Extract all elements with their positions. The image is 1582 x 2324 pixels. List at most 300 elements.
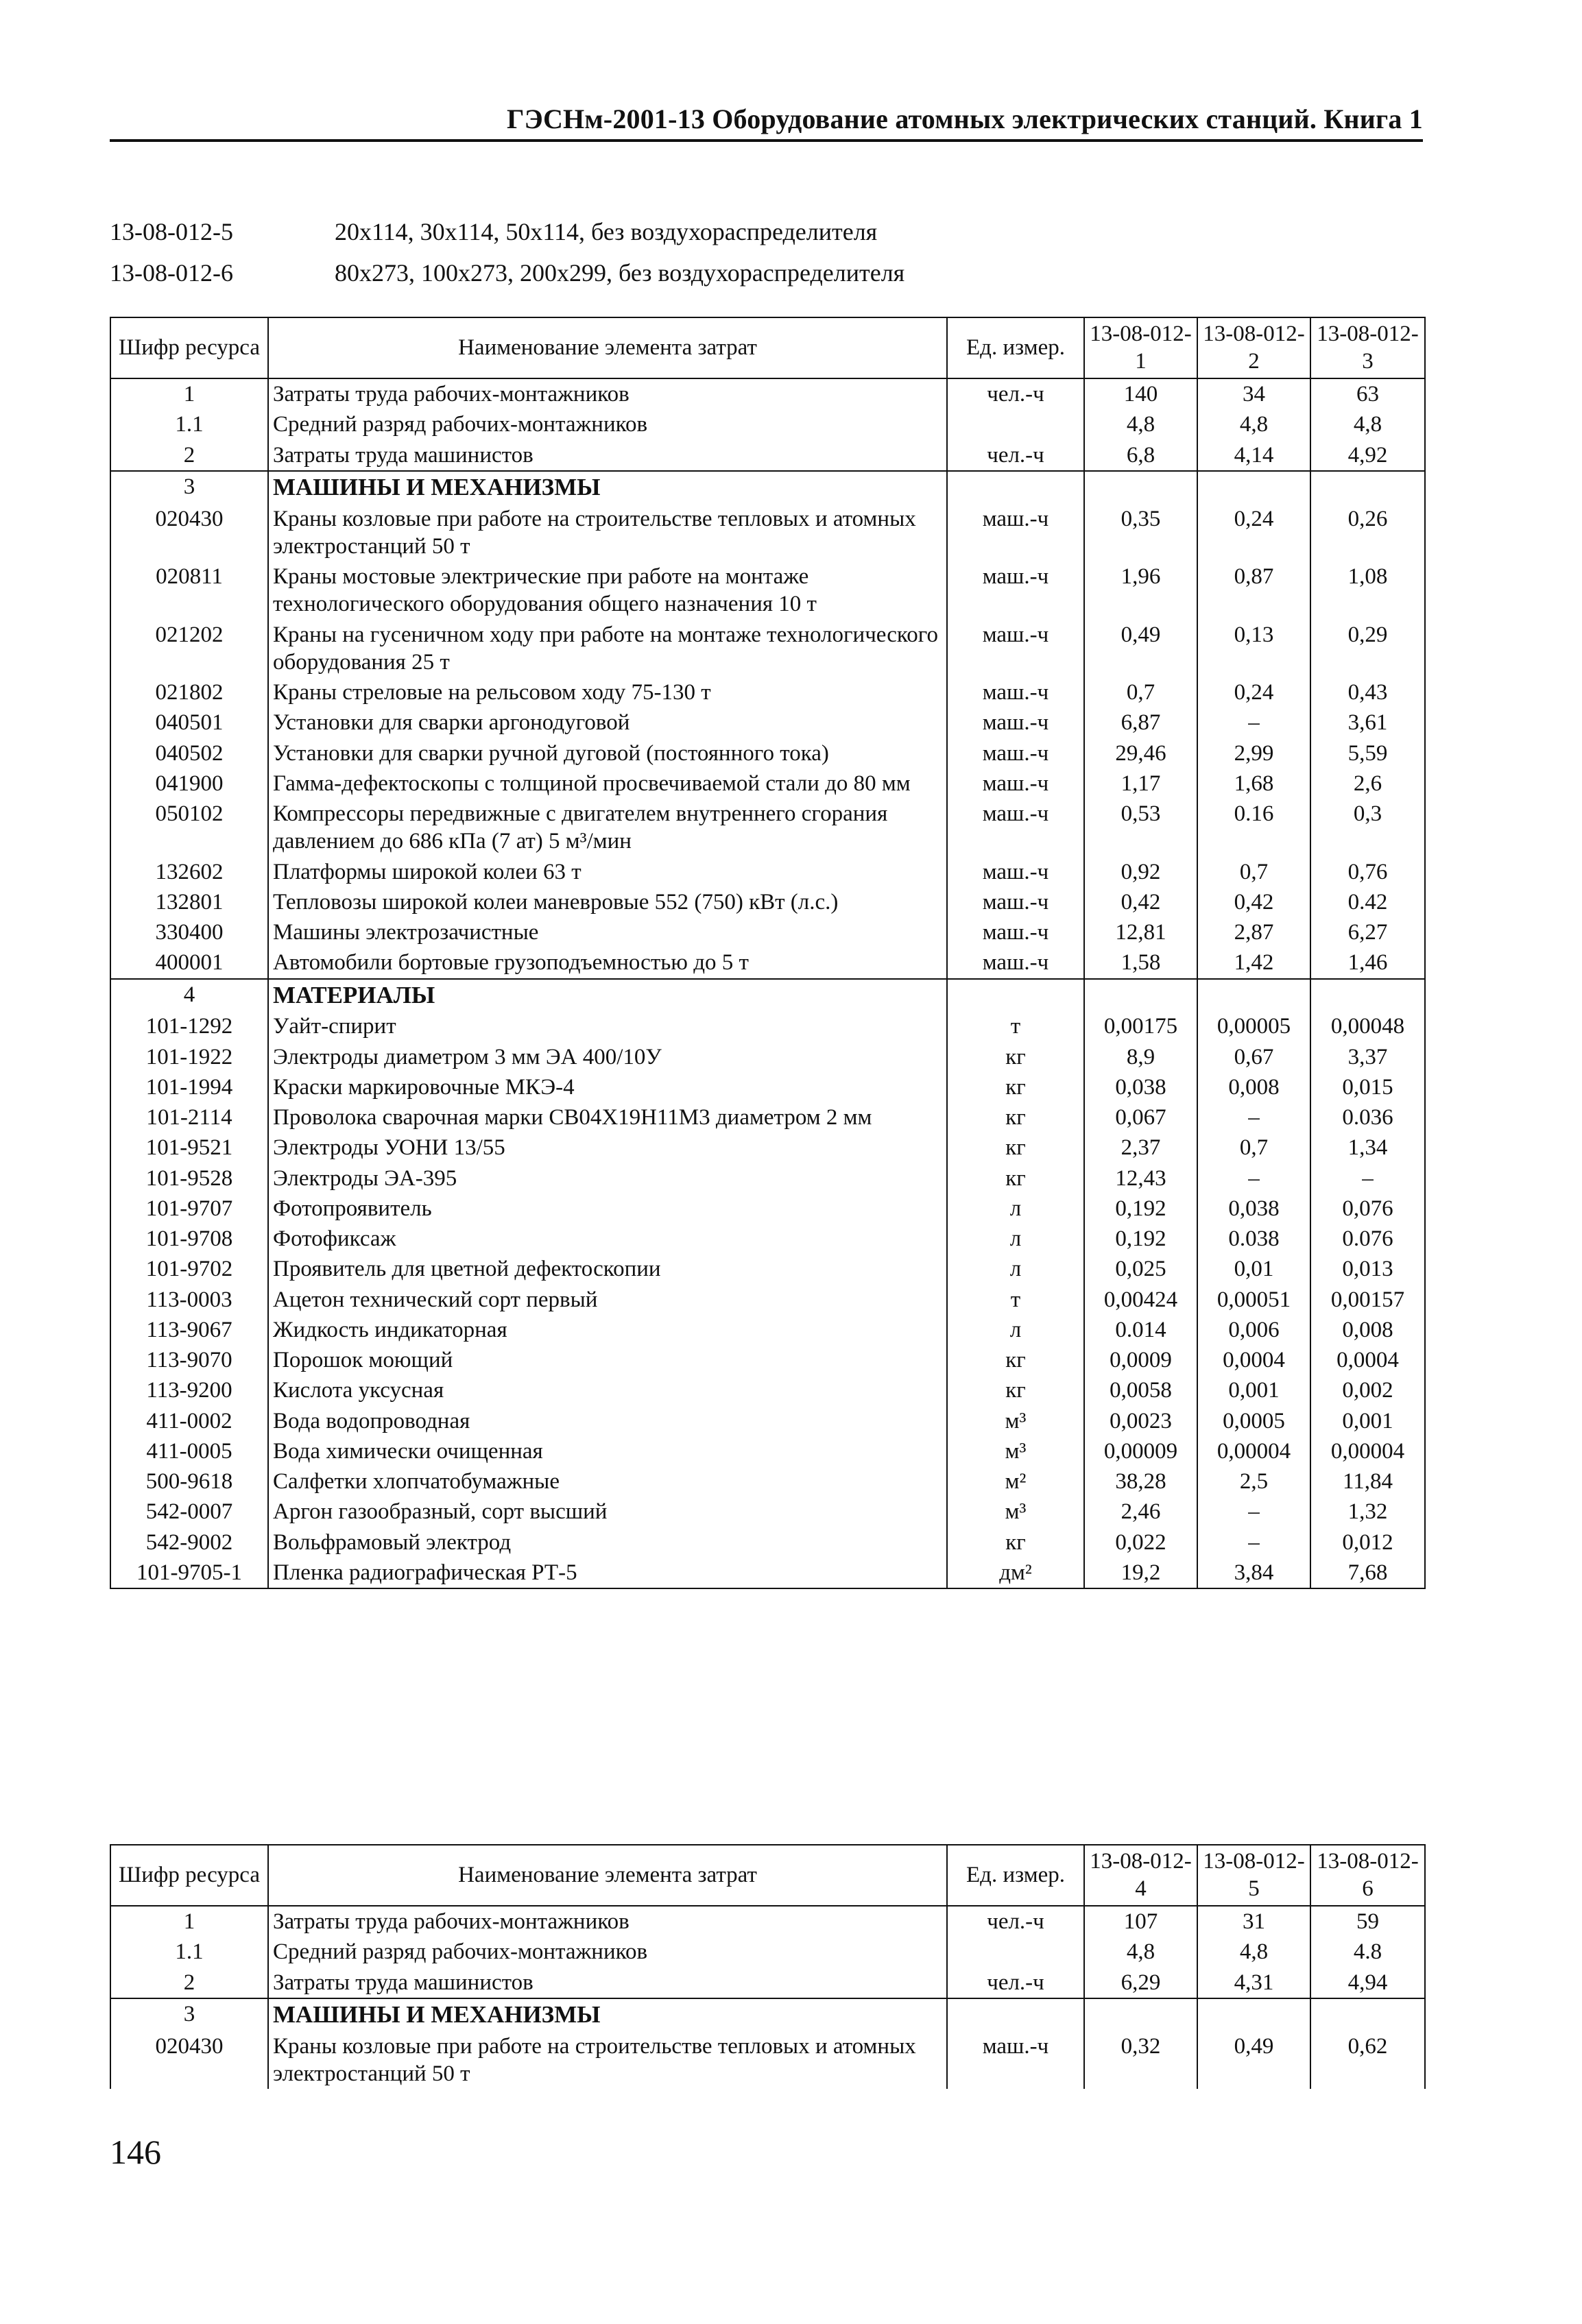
value-cell: 0,49 bbox=[1084, 620, 1197, 678]
value-cell: 2,46 bbox=[1084, 1497, 1197, 1527]
unit-cell: маш.-ч bbox=[947, 677, 1084, 707]
code-cell: 4 bbox=[110, 979, 268, 1012]
unit-cell: маш.-ч bbox=[947, 738, 1084, 768]
table-row bbox=[110, 1436, 1425, 1466]
resource-table-1 bbox=[110, 317, 1426, 1589]
value-cell bbox=[1197, 1998, 1310, 2031]
name-cell: Машины электрозачистные bbox=[268, 917, 947, 947]
value-cell: 59 bbox=[1310, 1906, 1425, 1937]
table-row bbox=[110, 738, 1425, 768]
value-cell: 0.16 bbox=[1197, 799, 1310, 857]
name-cell: Аргон газообразный, сорт высший bbox=[268, 1497, 947, 1527]
unit-cell: м³ bbox=[947, 1497, 1084, 1527]
unit-cell: м³ bbox=[947, 1406, 1084, 1436]
unit-cell: маш.-ч bbox=[947, 620, 1084, 678]
code-cell: 1.1 bbox=[110, 409, 268, 439]
name-cell: Компрессоры передвижные с двигателем внутреннего сгорания давлением до 686 кПа (7 ат) 5 м³/мин bbox=[268, 799, 947, 857]
value-cell: 0,0009 bbox=[1084, 1345, 1197, 1375]
page-number: 146 bbox=[110, 2133, 161, 2171]
name-cell: Гамма-дефектоскопы с толщиной просвечиваемой стали до 80 мм bbox=[268, 768, 947, 799]
code-cell: 132801 bbox=[110, 887, 268, 917]
table-row bbox=[110, 887, 1425, 917]
value-cell: 0,015 bbox=[1310, 1072, 1425, 1102]
value-cell: 1,32 bbox=[1310, 1497, 1425, 1527]
value-cell: 3,84 bbox=[1197, 1558, 1310, 1588]
table-row bbox=[110, 1224, 1425, 1254]
value-cell: 63 bbox=[1310, 378, 1425, 409]
name-cell: МАШИНЫ И МЕХАНИЗМЫ bbox=[268, 471, 947, 504]
value-cell: 6,87 bbox=[1084, 707, 1197, 738]
name-cell: Краны на гусеничном ходу при работе на монтаже технологического оборудования 25 т bbox=[268, 620, 947, 678]
value-cell: 4,8 bbox=[1197, 409, 1310, 439]
value-cell: 4,14 bbox=[1197, 440, 1310, 471]
code-cell: 040501 bbox=[110, 707, 268, 738]
table-row bbox=[110, 1466, 1425, 1497]
table-row bbox=[110, 504, 1425, 562]
value-cell: 3,37 bbox=[1310, 1042, 1425, 1072]
name-cell: Порошок моющий bbox=[268, 1345, 947, 1375]
name-cell: Затраты труда рабочих-монтажников bbox=[268, 1906, 947, 1937]
header-cell: Ед. измер. bbox=[947, 1845, 1084, 1906]
unit-cell: маш.-ч bbox=[947, 799, 1084, 857]
unit-cell: т bbox=[947, 1011, 1084, 1041]
code-cell: 050102 bbox=[110, 799, 268, 857]
value-cell: 4,8 bbox=[1310, 409, 1425, 439]
code-cell: 113-9067 bbox=[110, 1315, 268, 1345]
name-cell: Средний разряд рабочих-монтажников bbox=[268, 409, 947, 439]
value-cell: 0,006 bbox=[1197, 1315, 1310, 1345]
unit-cell: м³ bbox=[947, 1436, 1084, 1466]
code-cell: 020430 bbox=[110, 2031, 268, 2090]
value-cell: 0,038 bbox=[1084, 1072, 1197, 1102]
name-cell: Установки для сварки аргонодуговой bbox=[268, 707, 947, 738]
value-cell: 11,84 bbox=[1310, 1466, 1425, 1497]
unit-cell: кг bbox=[947, 1163, 1084, 1194]
name-cell: МАШИНЫ И МЕХАНИЗМЫ bbox=[268, 1998, 947, 2031]
value-cell: 1,34 bbox=[1310, 1133, 1425, 1163]
value-cell: 0,01 bbox=[1197, 1254, 1310, 1284]
value-cell: 6,8 bbox=[1084, 440, 1197, 471]
name-cell: Установки для сварки ручной дуговой (постоянного тока) bbox=[268, 738, 947, 768]
value-cell: – bbox=[1197, 707, 1310, 738]
name-cell: Кислота уксусная bbox=[268, 1375, 947, 1405]
value-cell: 0,7 bbox=[1197, 1133, 1310, 1163]
table-row bbox=[110, 799, 1425, 857]
value-cell bbox=[1310, 979, 1425, 1012]
value-cell: 140 bbox=[1084, 378, 1197, 409]
value-cell: 0,53 bbox=[1084, 799, 1197, 857]
name-cell: Пленка радиографическая РТ-5 bbox=[268, 1558, 947, 1588]
table-body bbox=[110, 378, 1425, 1588]
header-cell: Ед. измер. bbox=[947, 317, 1084, 378]
value-cell: 0.038 bbox=[1197, 1224, 1310, 1254]
unit-cell bbox=[947, 409, 1084, 439]
value-cell: 1,46 bbox=[1310, 947, 1425, 978]
name-cell: Затраты труда машинистов bbox=[268, 440, 947, 471]
code-cell: 2 bbox=[110, 1968, 268, 1998]
code-cell: 101-9528 bbox=[110, 1163, 268, 1194]
value-cell: 4,92 bbox=[1310, 440, 1425, 471]
value-cell: 0.076 bbox=[1310, 1224, 1425, 1254]
value-cell bbox=[1084, 979, 1197, 1012]
value-cell: 12,43 bbox=[1084, 1163, 1197, 1194]
unit-cell: кг bbox=[947, 1072, 1084, 1102]
value-cell: 0,00009 bbox=[1084, 1436, 1197, 1466]
value-cell: 4,31 bbox=[1197, 1968, 1310, 1998]
unit-cell: т bbox=[947, 1285, 1084, 1315]
code-cell: 113-9070 bbox=[110, 1345, 268, 1375]
value-cell: 0,26 bbox=[1310, 504, 1425, 562]
unit-cell bbox=[947, 1937, 1084, 1967]
name-cell: Краны козловые при работе на строительстве тепловых и атомных электростанций 50 т bbox=[268, 504, 947, 562]
value-cell: 0,008 bbox=[1197, 1072, 1310, 1102]
name-cell: Платформы широкой колеи 63 т bbox=[268, 857, 947, 887]
code-cell: 020430 bbox=[110, 504, 268, 562]
code-cell: 2 bbox=[110, 440, 268, 471]
value-cell: 0,76 bbox=[1310, 857, 1425, 887]
table-row bbox=[110, 409, 1425, 439]
name-cell: Тепловозы широкой колеи маневровые 552 (750) кВт (л.с.) bbox=[268, 887, 947, 917]
unit-cell: л bbox=[947, 1315, 1084, 1345]
unit-cell: маш.-ч bbox=[947, 857, 1084, 887]
table-row bbox=[110, 1906, 1425, 1937]
value-cell: 3,61 bbox=[1310, 707, 1425, 738]
value-cell bbox=[1310, 471, 1425, 504]
code-cell: 021802 bbox=[110, 677, 268, 707]
value-cell: 31 bbox=[1197, 1906, 1310, 1937]
value-cell: 0,42 bbox=[1197, 887, 1310, 917]
value-cell: 6,29 bbox=[1084, 1968, 1197, 1998]
code-cell: 041900 bbox=[110, 768, 268, 799]
value-cell: 29,46 bbox=[1084, 738, 1197, 768]
code-cell: 040502 bbox=[110, 738, 268, 768]
code-cell: 132602 bbox=[110, 857, 268, 887]
value-cell: 2,99 bbox=[1197, 738, 1310, 768]
code-cell: 411-0002 bbox=[110, 1406, 268, 1436]
value-cell: 4.8 bbox=[1310, 1937, 1425, 1967]
value-cell: 0.014 bbox=[1084, 1315, 1197, 1345]
value-cell: 4,94 bbox=[1310, 1968, 1425, 1998]
table-row bbox=[110, 1345, 1425, 1375]
code-cell: 101-1922 bbox=[110, 1042, 268, 1072]
name-cell: Вода химически очищенная bbox=[268, 1436, 947, 1466]
table-body bbox=[110, 1906, 1425, 2089]
value-cell: 0,24 bbox=[1197, 504, 1310, 562]
code-cell: 500-9618 bbox=[110, 1466, 268, 1497]
unit-cell: м² bbox=[947, 1466, 1084, 1497]
running-header: ГЭСНм-2001-13 Оборудование атомных электрических станций. Книга 1 bbox=[110, 103, 1423, 142]
value-cell: 0,35 bbox=[1084, 504, 1197, 562]
table-row bbox=[110, 677, 1425, 707]
value-cell: 1,17 bbox=[1084, 768, 1197, 799]
value-cell: 2,5 bbox=[1197, 1466, 1310, 1497]
value-cell: 0,001 bbox=[1310, 1406, 1425, 1436]
table-row bbox=[110, 1163, 1425, 1194]
table-row bbox=[110, 1011, 1425, 1041]
header-cell: 13-08-012-1 bbox=[1084, 317, 1197, 378]
value-cell bbox=[1197, 471, 1310, 504]
value-cell: 0,00005 bbox=[1197, 1011, 1310, 1041]
code-cell: 021202 bbox=[110, 620, 268, 678]
table-row bbox=[110, 1072, 1425, 1102]
unit-cell bbox=[947, 979, 1084, 1012]
value-cell: 7,68 bbox=[1310, 1558, 1425, 1588]
name-cell: Ацетон технический сорт первый bbox=[268, 1285, 947, 1315]
value-cell: 0.036 bbox=[1310, 1102, 1425, 1133]
value-cell: 1,08 bbox=[1310, 561, 1425, 620]
value-cell: 0,32 bbox=[1084, 2031, 1197, 2090]
code-cell: 101-9521 bbox=[110, 1133, 268, 1163]
name-cell: Электроды диаметром 3 мм ЭА 400/10У bbox=[268, 1042, 947, 1072]
table-row bbox=[110, 1375, 1425, 1405]
value-cell: 0,67 bbox=[1197, 1042, 1310, 1072]
value-cell: 0.42 bbox=[1310, 887, 1425, 917]
unit-cell: л bbox=[947, 1194, 1084, 1224]
table-row bbox=[110, 1527, 1425, 1558]
header-cell: 13-08-012-6 bbox=[1310, 1845, 1425, 1906]
value-cell: 2,37 bbox=[1084, 1133, 1197, 1163]
unit-cell: кг bbox=[947, 1345, 1084, 1375]
norm-code-row bbox=[110, 252, 904, 293]
value-cell: 0,192 bbox=[1084, 1224, 1197, 1254]
unit-cell: л bbox=[947, 1224, 1084, 1254]
value-cell: 0,7 bbox=[1197, 857, 1310, 887]
table-row bbox=[110, 1285, 1425, 1315]
header-cell: Наименование элемента затрат bbox=[268, 1845, 947, 1906]
unit-cell: маш.-ч bbox=[947, 504, 1084, 562]
value-cell: 0,038 bbox=[1197, 1194, 1310, 1224]
unit-cell bbox=[947, 1998, 1084, 2031]
name-cell: Вода водопроводная bbox=[268, 1406, 947, 1436]
table-row bbox=[110, 1968, 1425, 1998]
value-cell: 0,025 bbox=[1084, 1254, 1197, 1284]
code-cell: 101-1994 bbox=[110, 1072, 268, 1102]
value-cell: 0,62 bbox=[1310, 2031, 1425, 2090]
value-cell: 0,00048 bbox=[1310, 1011, 1425, 1041]
value-cell: 0,00175 bbox=[1084, 1011, 1197, 1041]
unit-cell: кг bbox=[947, 1527, 1084, 1558]
table-row bbox=[110, 1133, 1425, 1163]
value-cell: 0,00004 bbox=[1310, 1436, 1425, 1466]
unit-cell: чел.-ч bbox=[947, 440, 1084, 471]
value-cell: 0,001 bbox=[1197, 1375, 1310, 1405]
value-cell bbox=[1310, 1998, 1425, 2031]
value-cell bbox=[1197, 979, 1310, 1012]
value-cell: 0,13 bbox=[1197, 620, 1310, 678]
code-cell: 101-1292 bbox=[110, 1011, 268, 1041]
unit-cell: чел.-ч bbox=[947, 1968, 1084, 1998]
table-row bbox=[110, 1194, 1425, 1224]
value-cell: 0,0058 bbox=[1084, 1375, 1197, 1405]
value-cell: 2,87 bbox=[1197, 917, 1310, 947]
name-cell: Проволока сварочная марки СВ04Х19Н11М3 диаметром 2 мм bbox=[268, 1102, 947, 1133]
value-cell: 1,68 bbox=[1197, 768, 1310, 799]
value-cell: – bbox=[1197, 1497, 1310, 1527]
name-cell: Краны стреловые на рельсовом ходу 75-130 т bbox=[268, 677, 947, 707]
table-row bbox=[110, 1406, 1425, 1436]
value-cell: 8,9 bbox=[1084, 1042, 1197, 1072]
table-row bbox=[110, 440, 1425, 471]
table-row bbox=[110, 561, 1425, 620]
value-cell: 0,43 bbox=[1310, 677, 1425, 707]
code-cell: 542-0007 bbox=[110, 1497, 268, 1527]
name-cell: Краны мостовые электрические при работе на монтаже технологического оборудования общего назначения 10 т bbox=[268, 561, 947, 620]
code-cell: 113-9200 bbox=[110, 1375, 268, 1405]
table-row bbox=[110, 1315, 1425, 1345]
name-cell: Затраты труда рабочих-монтажников bbox=[268, 378, 947, 409]
table-row bbox=[110, 1497, 1425, 1527]
name-cell: Автомобили бортовые грузоподъемностью до 5 т bbox=[268, 947, 947, 978]
value-cell: 0,92 bbox=[1084, 857, 1197, 887]
table-header-row bbox=[110, 317, 1425, 378]
value-cell: 0,00004 bbox=[1197, 1436, 1310, 1466]
code-cell: 330400 bbox=[110, 917, 268, 947]
code-cell: 1.1 bbox=[110, 1937, 268, 1967]
table-row bbox=[110, 2031, 1425, 2090]
value-cell: 19,2 bbox=[1084, 1558, 1197, 1588]
norm-code: 13-08-012-5 bbox=[110, 218, 233, 245]
value-cell: 1,58 bbox=[1084, 947, 1197, 978]
value-cell bbox=[1084, 1998, 1197, 2031]
code-cell: 400001 bbox=[110, 947, 268, 978]
code-cell: 113-0003 bbox=[110, 1285, 268, 1315]
value-cell: 0,00424 bbox=[1084, 1285, 1197, 1315]
unit-cell: маш.-ч bbox=[947, 947, 1084, 978]
header-cell: 13-08-012-4 bbox=[1084, 1845, 1197, 1906]
table-row bbox=[110, 707, 1425, 738]
table-row bbox=[110, 378, 1425, 409]
value-cell: 0,0004 bbox=[1310, 1345, 1425, 1375]
value-cell: 0,008 bbox=[1310, 1315, 1425, 1345]
value-cell: 34 bbox=[1197, 378, 1310, 409]
name-cell: Электроды ЭА-395 bbox=[268, 1163, 947, 1194]
unit-cell: кг bbox=[947, 1375, 1084, 1405]
section-row bbox=[110, 1998, 1425, 2031]
name-cell: Фотофиксаж bbox=[268, 1224, 947, 1254]
unit-cell: маш.-ч bbox=[947, 707, 1084, 738]
value-cell: 6,27 bbox=[1310, 917, 1425, 947]
name-cell: Средний разряд рабочих-монтажников bbox=[268, 1937, 947, 1967]
value-cell: 0,0004 bbox=[1197, 1345, 1310, 1375]
code-cell: 3 bbox=[110, 471, 268, 504]
code-cell: 101-9707 bbox=[110, 1194, 268, 1224]
section-row bbox=[110, 979, 1425, 1012]
table-row bbox=[110, 1937, 1425, 1967]
value-cell: 107 bbox=[1084, 1906, 1197, 1937]
header-cell: Шифр ресурса bbox=[110, 1845, 268, 1906]
norm-codes bbox=[110, 211, 904, 293]
table-row bbox=[110, 947, 1425, 978]
norm-code: 13-08-012-6 bbox=[110, 259, 233, 287]
table-row bbox=[110, 1102, 1425, 1133]
value-cell: 1,96 bbox=[1084, 561, 1197, 620]
value-cell: 0,012 bbox=[1310, 1527, 1425, 1558]
norm-code-desc: 20x114, 30x114, 50x114, без воздухораспределителя bbox=[335, 218, 878, 245]
value-cell: 0,24 bbox=[1197, 677, 1310, 707]
norm-code-row bbox=[110, 211, 904, 252]
value-cell: 0,192 bbox=[1084, 1194, 1197, 1224]
code-cell: 1 bbox=[110, 1906, 268, 1937]
header-cell: Наименование элемента затрат bbox=[268, 317, 947, 378]
name-cell: Фотопроявитель bbox=[268, 1194, 947, 1224]
table-header-row bbox=[110, 1845, 1425, 1906]
value-cell: – bbox=[1197, 1527, 1310, 1558]
norm-code-desc: 80x273, 100x273, 200x299, без воздухораспределителя bbox=[335, 259, 905, 287]
unit-cell: кг bbox=[947, 1042, 1084, 1072]
unit-cell: кг bbox=[947, 1133, 1084, 1163]
unit-cell: дм² bbox=[947, 1558, 1084, 1588]
value-cell: 0,00157 bbox=[1310, 1285, 1425, 1315]
header-cell: 13-08-012-5 bbox=[1197, 1845, 1310, 1906]
code-cell: 101-9702 bbox=[110, 1254, 268, 1284]
name-cell: Уайт-спирит bbox=[268, 1011, 947, 1041]
unit-cell: кг bbox=[947, 1102, 1084, 1133]
unit-cell: маш.-ч bbox=[947, 2031, 1084, 2090]
value-cell: 0,49 bbox=[1197, 2031, 1310, 2090]
header-cell: 13-08-012-3 bbox=[1310, 317, 1425, 378]
name-cell: Жидкость индикаторная bbox=[268, 1315, 947, 1345]
value-cell: 0,42 bbox=[1084, 887, 1197, 917]
value-cell: 0,0023 bbox=[1084, 1406, 1197, 1436]
value-cell: – bbox=[1310, 1163, 1425, 1194]
value-cell: 0,29 bbox=[1310, 620, 1425, 678]
value-cell: 4,8 bbox=[1084, 409, 1197, 439]
value-cell: 12,81 bbox=[1084, 917, 1197, 947]
value-cell bbox=[1084, 471, 1197, 504]
unit-cell: чел.-ч bbox=[947, 378, 1084, 409]
name-cell: Вольфрамовый электрод bbox=[268, 1527, 947, 1558]
table-row bbox=[110, 768, 1425, 799]
table-row bbox=[110, 620, 1425, 678]
header-cell: 13-08-012-2 bbox=[1197, 317, 1310, 378]
unit-cell: маш.-ч bbox=[947, 917, 1084, 947]
code-cell: 101-9708 bbox=[110, 1224, 268, 1254]
code-cell: 1 bbox=[110, 378, 268, 409]
unit-cell: чел.-ч bbox=[947, 1906, 1084, 1937]
name-cell: Затраты труда машинистов bbox=[268, 1968, 947, 1998]
unit-cell: маш.-ч bbox=[947, 887, 1084, 917]
unit-cell: маш.-ч bbox=[947, 768, 1084, 799]
value-cell: 0,7 bbox=[1084, 677, 1197, 707]
header-cell: Шифр ресурса bbox=[110, 317, 268, 378]
name-cell: Краны козловые при работе на строительстве тепловых и атомных электростанций 50 т bbox=[268, 2031, 947, 2090]
value-cell: 0,0005 bbox=[1197, 1406, 1310, 1436]
value-cell: 1,42 bbox=[1197, 947, 1310, 978]
value-cell: 0,00051 bbox=[1197, 1285, 1310, 1315]
unit-cell bbox=[947, 471, 1084, 504]
value-cell: – bbox=[1197, 1102, 1310, 1133]
code-cell: 101-9705-1 bbox=[110, 1558, 268, 1588]
value-cell: 0,076 bbox=[1310, 1194, 1425, 1224]
value-cell: 0,022 bbox=[1084, 1527, 1197, 1558]
name-cell: Электроды УОНИ 13/55 bbox=[268, 1133, 947, 1163]
value-cell: 0,002 bbox=[1310, 1375, 1425, 1405]
unit-cell: маш.-ч bbox=[947, 561, 1084, 620]
value-cell: 0,067 bbox=[1084, 1102, 1197, 1133]
value-cell: 0,3 bbox=[1310, 799, 1425, 857]
code-cell: 542-9002 bbox=[110, 1527, 268, 1558]
code-cell: 411-0005 bbox=[110, 1436, 268, 1466]
section-row bbox=[110, 471, 1425, 504]
table-row bbox=[110, 857, 1425, 887]
value-cell: 4,8 bbox=[1084, 1937, 1197, 1967]
value-cell: 4,8 bbox=[1197, 1937, 1310, 1967]
resource-table-2 bbox=[110, 1844, 1426, 2089]
value-cell: 5,59 bbox=[1310, 738, 1425, 768]
name-cell: Краски маркировочные МКЭ-4 bbox=[268, 1072, 947, 1102]
value-cell: 2,6 bbox=[1310, 768, 1425, 799]
name-cell: Проявитель для цветной дефектоскопии bbox=[268, 1254, 947, 1284]
